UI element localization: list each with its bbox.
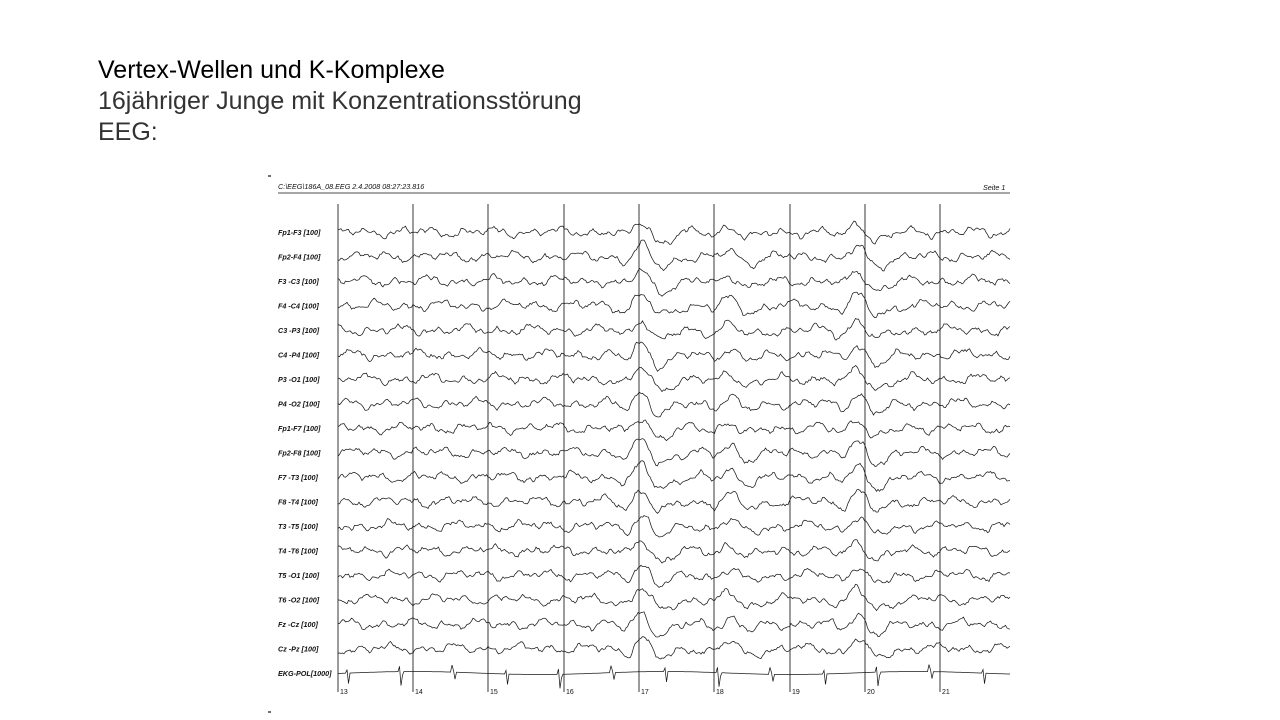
channel-label: T6 -O2 [100] — [278, 595, 320, 605]
channel-label: EKG-POL[1000] — [278, 669, 332, 678]
channel-label: Fp2-F4 [100] — [278, 252, 321, 262]
eeg-channel-trace — [338, 392, 1010, 417]
eeg-traces — [338, 221, 1010, 688]
eeg-channel-trace — [338, 342, 1010, 371]
eeg-channel-trace — [338, 584, 1010, 610]
eeg-channel-trace — [338, 420, 1010, 441]
channel-label: Fp1-F3 [100] — [278, 228, 321, 237]
channel-labels — [278, 228, 332, 678]
channel-label: F7 -T3 [100] — [278, 473, 318, 482]
recording-file-header: C:\EEG\186A_08.EEG 2.4.2008 08:27:23.816 — [278, 182, 425, 191]
channel-label: F4 -C4 [100] — [278, 301, 319, 311]
eeg-channel-trace — [338, 268, 1010, 296]
channel-label: Fp2-F8 [100] — [278, 448, 321, 458]
channel-label: Cz -Pz [100] — [278, 644, 319, 654]
second-number: 18 — [716, 689, 724, 696]
slide-text-block — [98, 55, 582, 148]
slide-eeg-label: EEG: — [98, 118, 158, 146]
eeg-channel-trace — [338, 490, 1010, 514]
second-gridlines — [338, 204, 940, 692]
page-number-header: Seite 1 — [983, 183, 1006, 192]
channel-label: T3 -T5 [100] — [278, 522, 318, 531]
second-number: 14 — [415, 689, 423, 696]
eeg-channel-trace — [338, 612, 1010, 637]
channel-label: Fz -Cz [100] — [278, 620, 318, 629]
eeg-channel-trace — [338, 366, 1010, 392]
second-number: 20 — [867, 689, 875, 696]
channel-label: T4 -T6 [100] — [278, 546, 318, 556]
second-number: 13 — [340, 689, 348, 696]
channel-label: P4 -O2 [100] — [278, 399, 320, 409]
channel-label: Fp1-F7 [100] — [278, 424, 321, 433]
eeg-recording-figure — [268, 172, 1014, 720]
channel-label: F8 -T4 [100] — [278, 497, 318, 507]
second-number: 16 — [566, 689, 574, 696]
channel-label: C4 -P4 [100] — [278, 350, 320, 360]
eeg-channel-trace — [338, 439, 1010, 467]
channel-label: C3 -P3 [100] — [278, 326, 320, 335]
eeg-channel-trace — [338, 461, 1010, 492]
second-numbers — [340, 689, 950, 696]
slide-title: Vertex-Wellen und K-Komplexe — [98, 56, 445, 84]
eeg-channel-trace — [338, 221, 1010, 244]
eeg-channel-trace — [338, 516, 1010, 537]
eeg-recording-svg — [268, 172, 1014, 720]
eeg-channel-trace — [338, 540, 1010, 563]
eeg-channel-trace — [338, 240, 1010, 271]
eeg-channel-trace — [338, 319, 1010, 341]
channel-label: F3 -C3 [100] — [278, 277, 319, 286]
slide-subtitle: 16jähriger Junge mit Konzentrationsstörung — [98, 87, 582, 115]
eeg-channel-trace — [338, 292, 1010, 318]
eeg-channel-trace — [338, 565, 1010, 587]
second-number: 17 — [641, 689, 649, 696]
ekg-trace — [338, 665, 1010, 689]
second-number: 15 — [490, 689, 498, 696]
channel-label: P3 -O1 [100] — [278, 375, 320, 384]
second-number: 21 — [942, 689, 950, 696]
eeg-channel-trace — [338, 637, 1010, 660]
second-number: 19 — [792, 689, 800, 696]
channel-label: T5 -O1 [100] — [278, 571, 320, 580]
